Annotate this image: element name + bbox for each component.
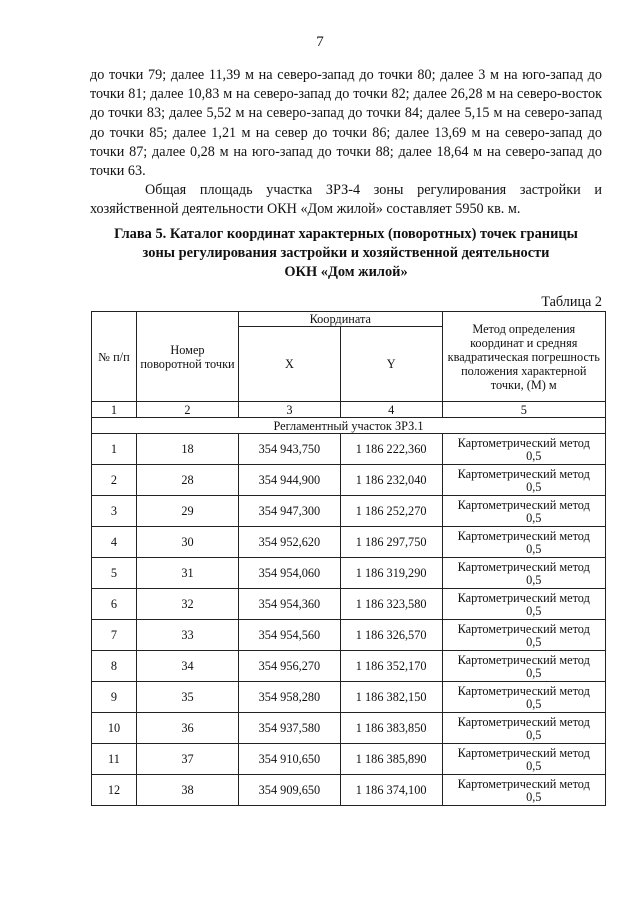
- method-label: Картометрический метод: [457, 560, 590, 574]
- chapter-heading: [90, 225, 602, 282]
- method-error: 0,5: [526, 790, 542, 804]
- cell-y: 1 186 382,150: [340, 682, 442, 713]
- cell-num: 11: [92, 744, 137, 775]
- column-number: 1: [92, 402, 137, 418]
- table-row: [92, 496, 606, 527]
- cell-x: 354 910,650: [239, 744, 341, 775]
- cell-method: [442, 496, 605, 527]
- table-row: [92, 465, 606, 496]
- cell-num: 9: [92, 682, 137, 713]
- cell-y: 1 186 323,580: [340, 589, 442, 620]
- header-method: Метод определения координат и средняя квадратическая погрешность положения характерной точки, (М) м: [442, 312, 605, 402]
- cell-method: [442, 527, 605, 558]
- cell-x: 354 958,280: [239, 682, 341, 713]
- cell-method: [442, 620, 605, 651]
- method-label: Картометрический метод: [457, 529, 590, 543]
- cell-x: 354 937,580: [239, 713, 341, 744]
- cell-num: 1: [92, 434, 137, 465]
- header-coordinate: Координата: [239, 312, 443, 327]
- body-paragraph-2: Общая площадь участка ЗРЗ-4 зоны регулирования застройки и хозяйственной деятельности ОКН «Дом жилой» составляет 5950 кв. м.: [90, 182, 602, 218]
- method-error: 0,5: [526, 480, 542, 494]
- table-row: [92, 775, 606, 806]
- cell-point: 28: [136, 465, 238, 496]
- section-title: Регламентный участок ЗРЗ.1: [92, 418, 606, 434]
- method-error: 0,5: [526, 542, 542, 556]
- cell-y: 1 186 385,890: [340, 744, 442, 775]
- cell-method: [442, 682, 605, 713]
- method-label: Картометрический метод: [457, 467, 590, 481]
- table-row: [92, 620, 606, 651]
- cell-x: 354 954,060: [239, 558, 341, 589]
- cell-point: 33: [136, 620, 238, 651]
- cell-point: 30: [136, 527, 238, 558]
- column-number: 4: [340, 402, 442, 418]
- cell-y: 1 186 319,290: [340, 558, 442, 589]
- header-y: Y: [340, 327, 442, 402]
- column-number-row: [92, 402, 606, 418]
- cell-point: 38: [136, 775, 238, 806]
- cell-point: 18: [136, 434, 238, 465]
- table-row: [92, 744, 606, 775]
- method-error: 0,5: [526, 449, 542, 463]
- method-error: 0,5: [526, 759, 542, 773]
- cell-y: 1 186 352,170: [340, 651, 442, 682]
- chapter-heading-line-1: Глава 5. Каталог координат характерных (поворотных) точек границы: [114, 226, 578, 242]
- table-row: [92, 682, 606, 713]
- cell-point: 31: [136, 558, 238, 589]
- cell-y: 1 186 383,850: [340, 713, 442, 744]
- section-row: [92, 418, 606, 434]
- cell-method: [442, 713, 605, 744]
- cell-y: 1 186 252,270: [340, 496, 442, 527]
- method-label: Картометрический метод: [457, 622, 590, 636]
- cell-num: 3: [92, 496, 137, 527]
- cell-y: 1 186 232,040: [340, 465, 442, 496]
- table-caption: Таблица 2: [541, 294, 602, 310]
- cell-method: [442, 775, 605, 806]
- cell-num: 12: [92, 775, 137, 806]
- cell-y: 1 186 222,360: [340, 434, 442, 465]
- table-row: [92, 713, 606, 744]
- cell-point: 29: [136, 496, 238, 527]
- cell-x: 354 909,650: [239, 775, 341, 806]
- body-text: [90, 66, 602, 220]
- method-error: 0,5: [526, 604, 542, 618]
- table-row: [92, 434, 606, 465]
- cell-method: [442, 744, 605, 775]
- table-row: [92, 589, 606, 620]
- cell-point: 32: [136, 589, 238, 620]
- cell-method: [442, 651, 605, 682]
- cell-point: 35: [136, 682, 238, 713]
- cell-num: 10: [92, 713, 137, 744]
- coordinates-table: [91, 311, 606, 806]
- method-error: 0,5: [526, 635, 542, 649]
- method-label: Картометрический метод: [457, 436, 590, 450]
- cell-method: [442, 434, 605, 465]
- column-number: 3: [239, 402, 341, 418]
- page-number: 7: [316, 34, 324, 50]
- table-row: [92, 558, 606, 589]
- cell-num: 7: [92, 620, 137, 651]
- cell-x: 354 944,900: [239, 465, 341, 496]
- method-error: 0,5: [526, 728, 542, 742]
- column-number: 5: [442, 402, 605, 418]
- method-label: Картометрический метод: [457, 746, 590, 760]
- cell-method: [442, 465, 605, 496]
- method-label: Картометрический метод: [457, 684, 590, 698]
- header-num: № п/п: [92, 312, 137, 402]
- method-label: Картометрический метод: [457, 715, 590, 729]
- method-label: Картометрический метод: [457, 498, 590, 512]
- cell-x: 354 956,270: [239, 651, 341, 682]
- cell-x: 354 943,750: [239, 434, 341, 465]
- method-label: Картометрический метод: [457, 591, 590, 605]
- cell-method: [442, 558, 605, 589]
- cell-num: 8: [92, 651, 137, 682]
- table-row: [92, 527, 606, 558]
- chapter-heading-line-2: зоны регулирования застройки и хозяйственной деятельности: [142, 245, 550, 261]
- header-point: Номер поворотной точки: [136, 312, 238, 402]
- cell-x: 354 954,360: [239, 589, 341, 620]
- cell-num: 6: [92, 589, 137, 620]
- cell-y: 1 186 297,750: [340, 527, 442, 558]
- cell-x: 354 954,560: [239, 620, 341, 651]
- cell-point: 37: [136, 744, 238, 775]
- method-error: 0,5: [526, 697, 542, 711]
- chapter-heading-line-3: ОКН «Дом жилой»: [284, 264, 408, 280]
- method-label: Картометрический метод: [457, 653, 590, 667]
- method-error: 0,5: [526, 573, 542, 587]
- method-label: Картометрический метод: [457, 777, 590, 791]
- cell-method: [442, 589, 605, 620]
- cell-point: 34: [136, 651, 238, 682]
- method-error: 0,5: [526, 511, 542, 525]
- cell-y: 1 186 326,570: [340, 620, 442, 651]
- cell-point: 36: [136, 713, 238, 744]
- header-x: X: [239, 327, 341, 402]
- body-paragraph-1: до точки 79; далее 11,39 м на северо-запад до точки 80; далее 3 м на юго-запад до точки 81; далее 10,83 м на северо-запад до точки 82; далее 26,28 м на северо-восток до точки 83; далее 5,52 м на северо-запад до точки 84; далее 5,15 м на северо-запад до точки 85; далее 1,21 м на север до точки 86; далее 13,69 м на северо-запад до точки 87; далее 0,28 м на юго-запад до точки 88; далее 18,64 м на северо-запад до точки 63.: [90, 67, 602, 180]
- cell-num: 2: [92, 465, 137, 496]
- cell-x: 354 952,620: [239, 527, 341, 558]
- cell-num: 4: [92, 527, 137, 558]
- cell-num: 5: [92, 558, 137, 589]
- method-error: 0,5: [526, 666, 542, 680]
- table-row: [92, 651, 606, 682]
- column-number: 2: [136, 402, 238, 418]
- cell-x: 354 947,300: [239, 496, 341, 527]
- cell-y: 1 186 374,100: [340, 775, 442, 806]
